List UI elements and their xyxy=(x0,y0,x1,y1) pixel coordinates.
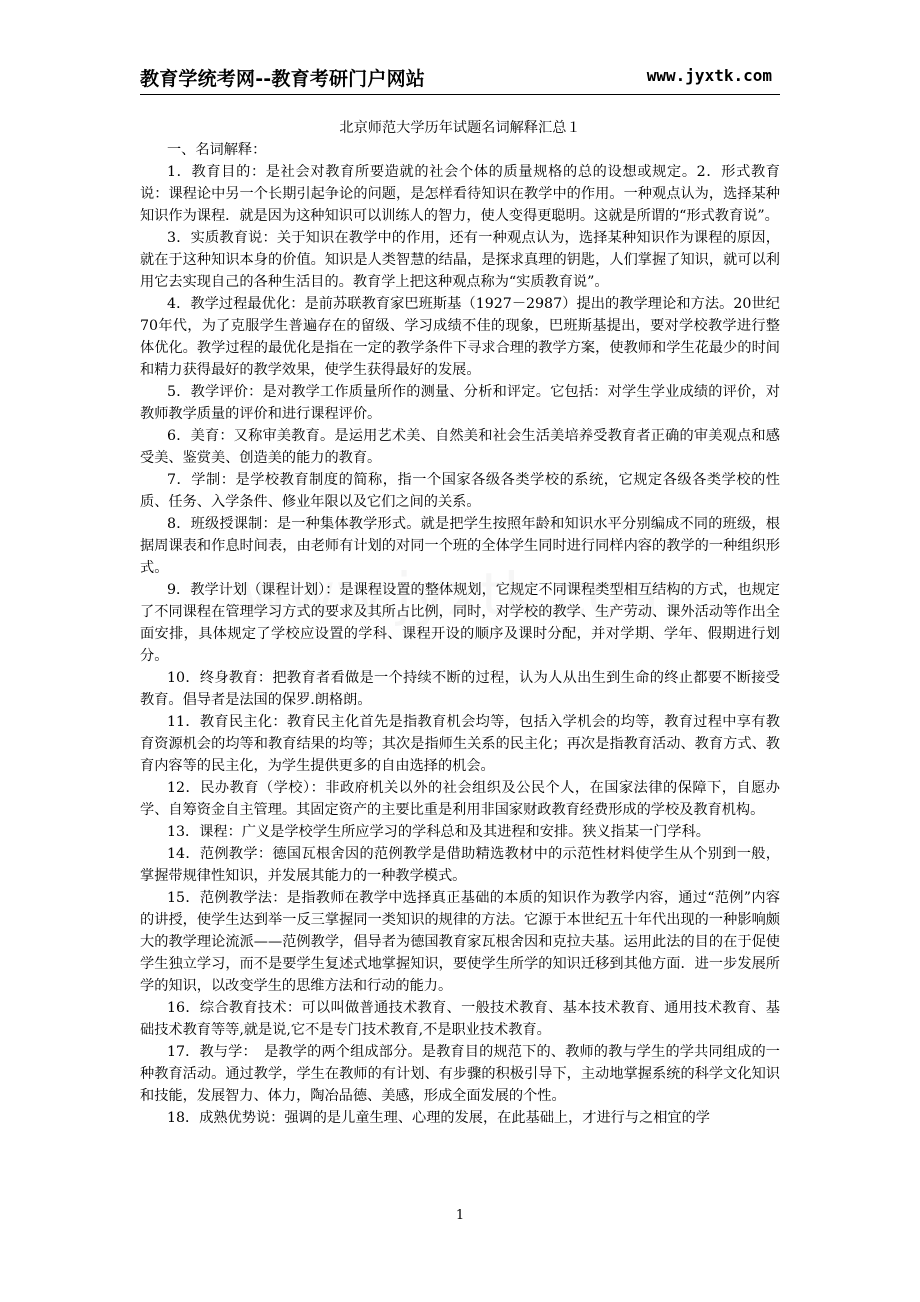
paragraph: 10．终身教育：把教育者看做是一个持续不断的过程，认为人从出生到生命的终止都要不断接受教育。倡导者是法国的保罗.朗格朗。 xyxy=(140,670,780,708)
document-title: 北京师范大学历年试题名词解释汇总１ xyxy=(339,120,581,136)
paragraph: 16．综合教育技术：可以叫做普通技术教育、一般技术教育、基本技术教育、通用技术教育、基础技术教育等等,就是说,它不是专门技术教育,不是职业技术教育。 xyxy=(140,1000,780,1038)
paragraph: 4．教学过程最优化：是前苏联教育家巴班斯基（1927－2987）提出的教学理论和方法。20世纪70年代，为了克服学生普遍存在的留级、学习成绩不佳的现象，巴班斯基提出，要对学校教学进行整体优化。教学过程的最优化是指在一定的教学条件下寻求合理的教学方案，使教师和学生花最少的时间和精力获得最好的教学效果，使学生获得最好的发展。 xyxy=(140,296,780,378)
paragraph: 13．课程：广义是学校学生所应学习的学科总和及其进程和安排。狭义指某一门学科。 xyxy=(166,824,710,840)
paragraph: 14．范例教学：德国瓦根舍因的范例教学是借助精选教材中的示范性材料使学生从个别到一般，掌握带规律性知识，并发展其能力的一种教学模式。 xyxy=(140,846,780,884)
paragraph: 5．教学评价：是对教学工作质量所作的测量、分析和评定。它包括：对学生学业成绩的评价，对教师教学质量的评价和进行课程评价。 xyxy=(140,384,780,422)
paragraph: 17．教与学： 是教学的两个组成部分。是教育目的规范下的、教师的教与学生的学共同组成的一种教育活动。通过教学，学生在教师的有计划、有步骤的积极引导下，主动地掌握系统的科学文化知识和技能，发展智力、体力，陶冶品德、美感，形成全面发展的个性。 xyxy=(140,1044,780,1104)
paragraph: 7．学制：是学校教育制度的简称，指一个国家各级各类学校的系统，它规定各级各类学校的性质、任务、入学条件、修业年限以及它们之间的关系。 xyxy=(140,472,780,510)
paragraph: 15．范例教学法：是指教师在教学中选择真正基础的本质的知识作为教学内容，通过“范例”内容的讲授，使学生达到举一反三掌握同一类知识的规律的方法。它源于本世纪五十年代出现的一种影响颇大的教学理论流派——范例教学，倡导者为德国教育家瓦根舍因和克拉夫基。运用此法的目的在于促使学生独立学习，而不是要学生复述式地掌握知识，要使学生所学的知识迁移到其他方面．进一步发展所学的知识，以改变学生的思维方法和行动的能力。 xyxy=(140,890,780,994)
paragraph: 11．教育民主化：教育民主化首先是指教育机会均等，包括入学机会的均等，教育过程中享有教育资源机会的均等和教育结果的均等；其次是指师生关系的民主化；再次是指教育活动、教育方式、教育内容等的民主化，为学生提供更多的自由选择的机会。 xyxy=(140,714,780,774)
page-number: 1 xyxy=(455,1208,465,1223)
header-divider xyxy=(140,94,780,95)
paragraph: 6．美育：又称审美教育。是运用艺术美、自然美和社会生活美培养受教育者正确的审美观点和感受美、鉴赏美、创造美的能力的教育。 xyxy=(140,428,780,466)
page-header xyxy=(140,64,780,90)
paragraph: 8．班级授课制：是一种集体教学形式。就是把学生按照年龄和知识水平分别编成不同的班级，根据周课表和作息时间表，由老师有计划的对同一个班的全体学生同时进行同样内容的教学的一种组织形式。 xyxy=(140,516,780,576)
site-url[interactable]: www.jyxtk.com xyxy=(646,66,772,85)
site-name: 教育学统考网--教育考研门户网站 xyxy=(140,68,425,90)
paragraph: 9．教学计划（课程计划）：是课程设置的整体规划，它规定不同课程类型相互结构的方式，也规定了不同课程在管理学习方式的要求及其所占比例，同时，对学校的教学、生产劳动、课外活动等作出全面安排，具体规定了学校应设置的学科、课程开设的顺序及课时分配，并对学期、学年、假期进行划分。 xyxy=(140,582,780,664)
paragraph: 12．民办教育（学校）：非政府机关以外的社会组织及公民个人，在国家法律的保障下，自愿办学、自筹资金自主管理。其固定资产的主要比重是利用非国家财政教育经费形成的学校及教育机构。 xyxy=(140,780,780,818)
paragraph: 18．成熟优势说：强调的是儿童生理、心理的发展，在此基础上，才进行与之相宜的学 xyxy=(166,1110,710,1126)
document-body xyxy=(140,117,780,1129)
paragraph: 1．教育目的：是社会对教育所要造就的社会个体的质量规格的总的设想或规定。2．形式教育说：课程论中另一个长期引起争论的问题，是怎样看待知识在教学中的作用。一种观点认为，选择某种知识作为课程．就是因为这种知识可以训练人的智力，使人变得更聪明。这就是所谓的“形式教育说”。 xyxy=(140,164,780,224)
paragraph: 3．实质教育说：关于知识在教学中的作用，还有一种观点认为，选择某种知识作为课程的原因，就在于这种知识本身的价值。知识是人类智慧的结晶，是探求真理的钥匙，人们掌握了知识，就可以利用它去实现自己的各种生活目的。教育学上把这种观点称为“实质教育说”。 xyxy=(140,230,780,290)
section-heading: 一、名词解释： xyxy=(166,142,267,158)
